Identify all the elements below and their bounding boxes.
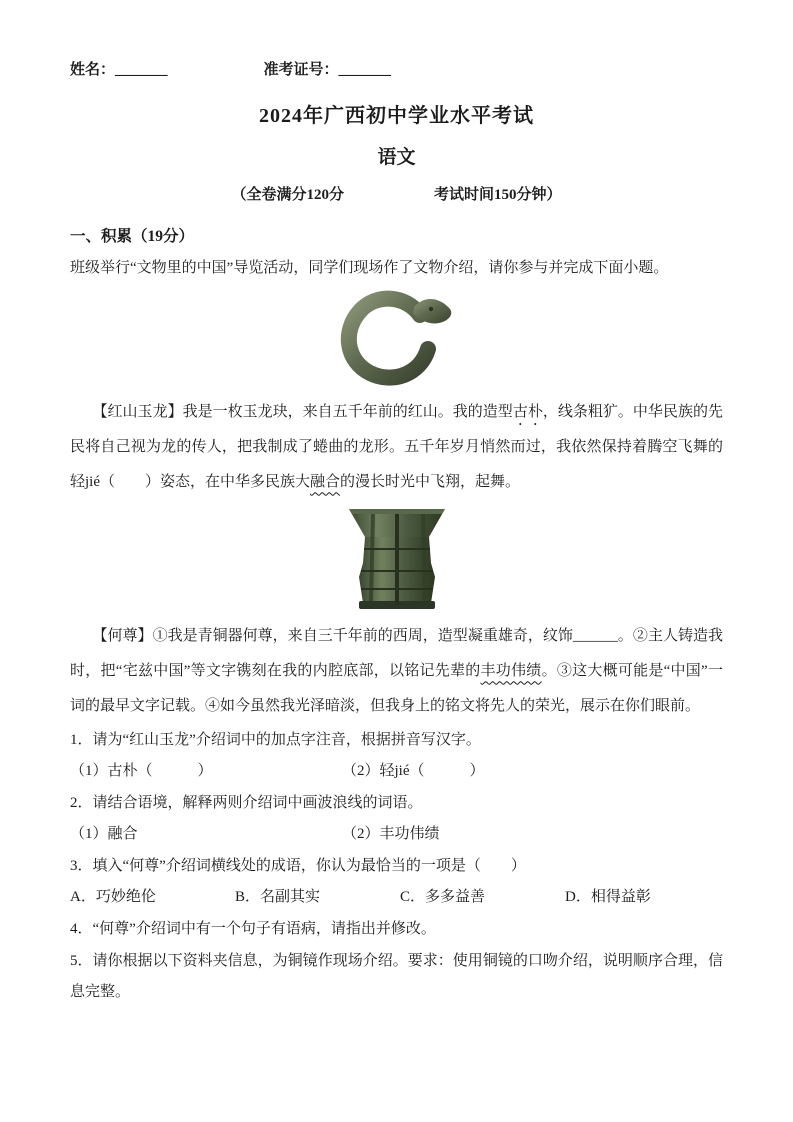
question-2-parts bbox=[70, 819, 723, 850]
passage-segment: 【红山玉龙】我是一枚玉龙玦，来自五千年前的红山。我的造型 bbox=[70, 403, 513, 420]
question-3-options bbox=[70, 882, 723, 913]
question-5-stem: 5．请你根据以下资料夹信息，为铜镜作现场介绍。要求：使用铜镜的口吻介绍，说明顺序合理，信息完整。 bbox=[70, 952, 723, 1000]
jade-dragon-image bbox=[336, 287, 458, 387]
question-1-part1: （1）古朴（ ） bbox=[70, 762, 213, 779]
ticket-number-field: 准考证号：_______ bbox=[263, 62, 392, 78]
passage-segment: 丰功伟绩 bbox=[480, 662, 542, 679]
section-intro: 班级举行“文物里的中国”导览活动，同学们现场作了文物介绍，请你参与并完成下面小题。 bbox=[70, 260, 669, 276]
option-c: C．多多益善 bbox=[400, 888, 486, 905]
question-1-part2: （2）轻jié（ ） bbox=[342, 762, 485, 779]
question-4-stem: 4．“何尊”介绍词中有一个句子有语病，请指出并修改。 bbox=[70, 920, 436, 937]
question-2-part2: （2）丰功伟绩 bbox=[342, 825, 440, 842]
question-1-stem: 1．请为“红山玉龙”介绍词中的加点字注音，根据拼音写汉字。 bbox=[70, 731, 481, 748]
passage-hongshan-yulong bbox=[70, 395, 723, 500]
passage-segment: ，线条粗犷。中华民族的先民将自己视为龙的传人，把我制成了蜷曲的龙形。五千年岁月悄然而过，我依然保持着腾空飞舞的轻jié（ ）姿态，在中华多民族大 bbox=[70, 403, 723, 490]
exam-subject: 语文 bbox=[377, 147, 416, 168]
passage-segment: 的漫长时光中飞翔，起舞。 bbox=[340, 473, 521, 490]
question-3-stem: 3．填入“何尊”介绍词横线处的成语，你认为最恰当的一项是（ ） bbox=[70, 857, 526, 874]
bronze-vessel-image bbox=[341, 505, 453, 611]
jade-dragon-figure bbox=[70, 287, 723, 392]
bronze-vessel-figure bbox=[70, 505, 723, 616]
section-heading: 一、积累（19分） bbox=[70, 228, 195, 245]
question-1-parts bbox=[70, 756, 723, 787]
passage-segment: 。③这大概可能是“中国”一词的最早文字记载。④如今虽然我光泽暗淡，但我身上的铭文将先人的荣光，展示在你们眼前。 bbox=[70, 662, 723, 714]
exam-header bbox=[70, 58, 723, 79]
passage-segment: 融合 bbox=[310, 473, 341, 490]
exam-title: 2024年广西初中学业水平考试 bbox=[259, 105, 534, 127]
passage-hezun bbox=[70, 619, 723, 724]
passage-segment: 【何尊】①我是青铜器何尊，来自三千年前的西周，造型凝重雄奇，纹饰______。②主人铸造我时，把“宅兹中国”等文字镌刻在我的内腔底部，以铭记先辈的 bbox=[70, 627, 723, 679]
student-name-field: 姓名：_______ bbox=[70, 62, 168, 78]
question-2-stem: 2．请结合语境，解释两则介绍词中画波浪线的词语。 bbox=[70, 794, 423, 811]
passage-segment: 古朴 bbox=[512, 403, 543, 420]
option-a: A．巧妙绝伦 bbox=[70, 888, 156, 905]
exam-meta: （全卷满分120分 考试时间150分钟） bbox=[231, 187, 562, 203]
option-b: B．名副其实 bbox=[235, 888, 321, 905]
option-d: D．相得益彰 bbox=[565, 888, 651, 905]
question-2-part1: （1）融合 bbox=[70, 825, 138, 842]
